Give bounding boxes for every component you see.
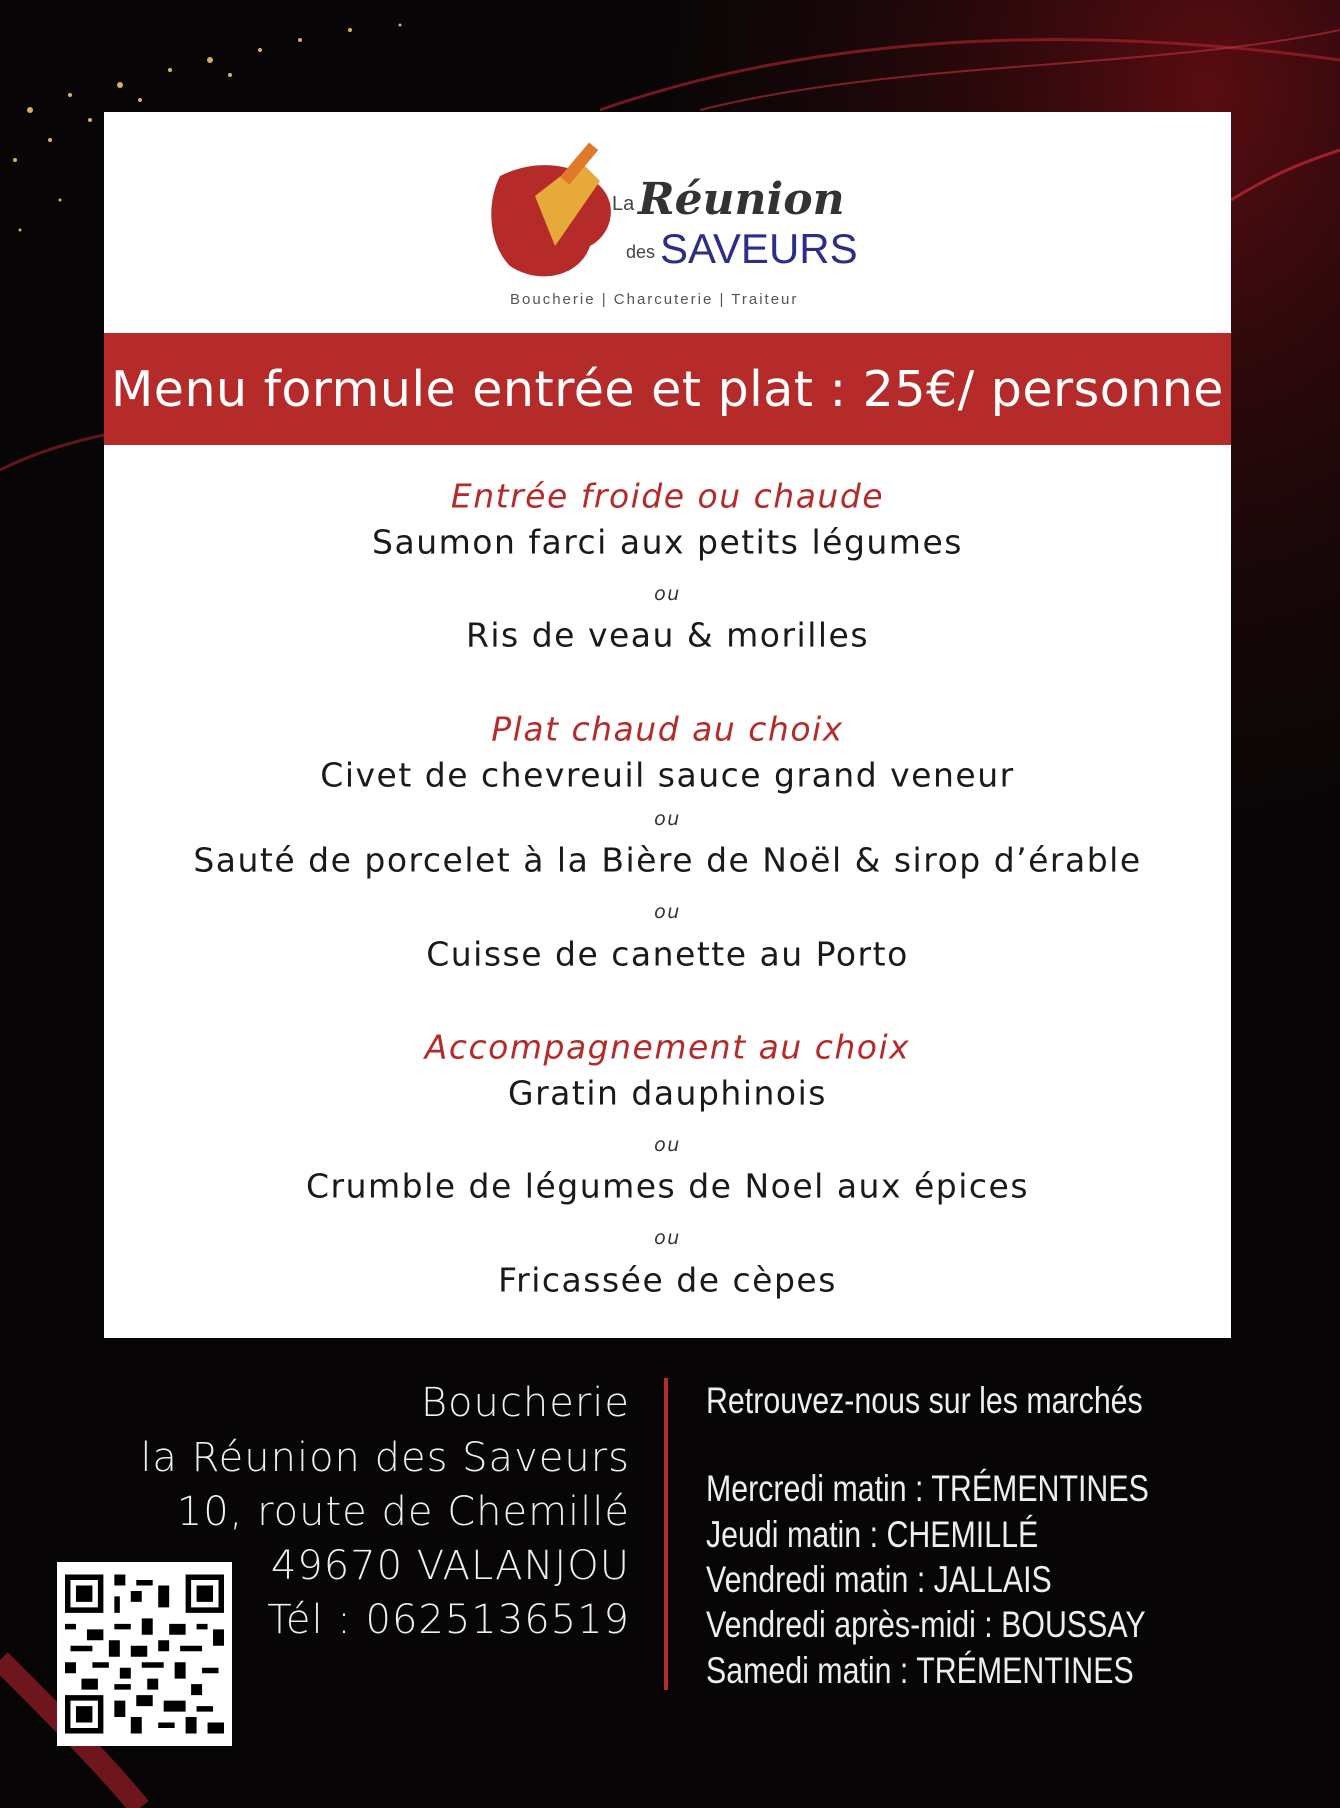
markets-title: Retrouvez-nous sur les marchés — [706, 1380, 1143, 1421]
address-line: Boucherie — [420, 1380, 630, 1426]
address-line: la Réunion des Saveurs — [140, 1435, 630, 1481]
or-separator: ou — [654, 583, 681, 605]
footer-divider — [664, 1378, 668, 1690]
address-line: 49670 VALANJOU — [270, 1543, 630, 1589]
svg-text:SAVEURS: SAVEURS — [660, 225, 858, 272]
svg-text:des: des — [626, 242, 656, 262]
menu-item: Civet de chevreuil sauce grand veneur — [320, 755, 1015, 795]
menu-price-banner: Menu formule entrée et plat : 25€/ personne — [104, 333, 1231, 445]
menu-item: Cuisse de canette au Porto — [426, 934, 909, 974]
section-heading: Plat chaud au choix — [491, 709, 844, 749]
svg-text:La: La — [612, 193, 635, 215]
svg-text:Réunion: Réunion — [638, 174, 845, 225]
phone-number: Tél : 0625136519 — [267, 1597, 630, 1643]
market-item: Samedi matin : TRÉMENTINES — [706, 1650, 1134, 1691]
menu-item: Crumble de légumes de Noel aux épices — [305, 1166, 1030, 1206]
cleaver-island-icon — [480, 136, 860, 311]
qr-code[interactable] — [57, 1562, 232, 1746]
market-item: Jeudi matin : CHEMILLÉ — [706, 1514, 1039, 1555]
market-item: Vendredi matin : JALLAIS — [706, 1559, 1052, 1600]
qr-code-icon — [57, 1562, 232, 1746]
menu-item: Fricassée de cèpes — [498, 1260, 837, 1300]
address-line: 10, route de Chemillé — [176, 1489, 630, 1535]
svg-text:Boucherie | Charcuterie | Trai: Boucherie | Charcuterie | Traiteur — [510, 291, 799, 308]
section-heading: Accompagnement au choix — [424, 1027, 911, 1067]
menu-item: Gratin dauphinois — [508, 1073, 827, 1113]
section-heading: Entrée froide ou chaude — [450, 476, 885, 516]
or-separator: ou — [654, 808, 681, 830]
market-item: Mercredi matin : TRÉMENTINES — [706, 1468, 1149, 1509]
or-separator: ou — [654, 901, 681, 923]
logo — [480, 136, 860, 311]
or-separator: ou — [654, 1134, 681, 1156]
menu-item: Saumon farci aux petits légumes — [372, 522, 963, 562]
menu-item: Sauté de porcelet à la Bière de Noël & sirop d’érable — [193, 840, 1142, 880]
or-separator: ou — [654, 1227, 681, 1249]
menu-item: Ris de veau & morilles — [465, 615, 870, 655]
market-item: Vendredi après-midi : BOUSSAY — [706, 1604, 1146, 1645]
